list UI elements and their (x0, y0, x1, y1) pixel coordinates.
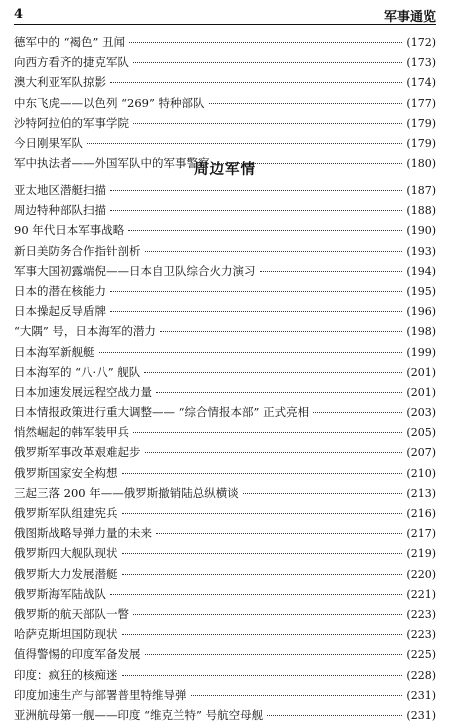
toc-leader-dots (145, 452, 403, 453)
toc-entry-title: 中东飞虎——以色列 “269” 特种部队 (14, 95, 205, 110)
toc-entry-page: (231) (406, 708, 436, 722)
toc-leader-dots (209, 103, 403, 104)
toc-entry (14, 52, 436, 72)
toc-entry-page: (201) (406, 385, 436, 399)
toc-leader-dots (110, 190, 402, 191)
toc-leader-dots (99, 352, 403, 353)
toc-entry-page: (180) (406, 157, 436, 171)
toc-entry-title: 新日美防务合作指针剖析 (14, 243, 141, 258)
toc-entry-title: 澳大利亚军队掠影 (14, 75, 106, 90)
toc-list-top (14, 32, 436, 173)
toc-entry-title: 向西方看齐的捷克军队 (14, 55, 129, 70)
toc-list-bottom (14, 180, 436, 725)
toc-entry-title: 哈萨克斯坦国防现状 (14, 627, 118, 642)
toc-entry-title: 90 年代日本军事战略 (14, 223, 125, 238)
toc-entry-title: 日本海军新舰艇 (14, 344, 95, 359)
toc-leader-dots (145, 654, 403, 655)
toc-entry-title: 悄然崛起的韩军装甲兵 (14, 425, 129, 440)
toc-leader-dots (122, 675, 403, 676)
book-title: 军事通览 (383, 10, 436, 25)
toc-entry (14, 72, 436, 92)
toc-entry (14, 281, 436, 301)
toc-entry-title: 军事大国初露端倪——日本自卫队综合火力演习 (14, 263, 256, 278)
toc-entry (14, 463, 436, 483)
toc-entry (14, 321, 436, 341)
toc-entry-page: (179) (406, 136, 436, 150)
toc-entry (14, 261, 436, 281)
toc-entry-page: (228) (406, 668, 436, 682)
toc-entry-page: (210) (406, 466, 436, 480)
toc-entry-page: (231) (406, 688, 436, 702)
toc-leader-dots (110, 594, 402, 595)
toc-entry-page: (195) (406, 284, 436, 298)
toc-entry-page: (220) (406, 567, 436, 581)
toc-entry-page: (177) (406, 96, 436, 110)
toc-leader-dots (110, 210, 402, 211)
toc-entry (14, 503, 436, 523)
toc-leader-dots (144, 372, 402, 373)
toc-entry (14, 644, 436, 664)
toc-entry-title: 俄罗斯军事改革艰难起步 (14, 445, 141, 460)
page-number: 4 (14, 7, 24, 22)
toc-entry (14, 220, 436, 240)
toc-entry-title: 沙特阿拉伯的军事学院 (14, 115, 129, 130)
toc-entry (14, 180, 436, 200)
toc-entry-title: 日本情报政策进行重大调整—— “综合情报本部” 正式亮相 (14, 405, 310, 420)
toc-entry-page: (198) (406, 325, 436, 339)
toc-entry-title: 周边特种部队扫描 (14, 203, 106, 218)
toc-entry-page: (216) (406, 507, 436, 520)
toc-entry (14, 604, 436, 624)
toc-leader-dots (243, 493, 403, 494)
toc-leader-dots (128, 230, 402, 231)
toc-entry-title: 日本加速发展远程空战力量 (14, 384, 152, 399)
toc-entry-title: 三起三落 200 年——俄罗斯撤销陆总纵横谈 (14, 485, 239, 500)
toc-entry (14, 584, 436, 604)
toc-entry (14, 133, 436, 153)
toc-entry (14, 402, 436, 422)
toc-entry-page: (213) (406, 486, 436, 500)
toc-entry-title: 印度加速生产与部署普里特维导弹 (14, 687, 187, 702)
toc-entry-title: 今日刚果军队 (14, 135, 83, 150)
toc-entry-title: 印度：疯狂的核痴迷 (14, 667, 118, 682)
toc-entry (14, 113, 436, 133)
toc-entry-page: (205) (406, 426, 436, 440)
toc-entry (14, 442, 436, 462)
toc-leader-dots (122, 513, 403, 514)
toc-entry-title: 俄罗斯的航天部队一瞥 (14, 606, 129, 621)
toc-entry (14, 705, 436, 725)
toc-leader-dots (156, 533, 402, 534)
toc-entry-title: 俄罗斯海军陆战队 (14, 586, 106, 601)
toc-leader-dots (122, 473, 403, 474)
toc-entry-title: 日本海军的 “八·八” 舰队 (14, 364, 141, 379)
toc-leader-dots (133, 614, 402, 615)
toc-entry-page: (196) (406, 305, 436, 319)
toc-entry-page: (187) (406, 184, 436, 197)
toc-leader-dots (87, 143, 402, 144)
toc-entry-page: (199) (406, 345, 436, 359)
toc-entry-page: (223) (406, 607, 436, 621)
toc-entry-page: (194) (406, 264, 436, 278)
toc-entry-title: 亚太地区潜艇扫描 (14, 183, 106, 197)
toc-entry-title: 德军中的 “褐色” 丑闻 (14, 35, 126, 49)
toc-entry-page: (173) (406, 56, 436, 70)
toc-leader-dots (129, 42, 402, 43)
toc-leader-dots (133, 62, 402, 63)
section-heading: 周边军情 (194, 161, 256, 178)
toc-entry-page: (190) (406, 224, 436, 238)
toc-leader-dots (267, 715, 402, 716)
toc-entry (14, 241, 436, 261)
toc-leader-dots (145, 251, 403, 252)
toc-entry-page: (201) (406, 365, 436, 379)
toc-leader-dots (260, 271, 403, 272)
page-header (14, 6, 436, 25)
toc-entry-title: 俄罗斯大力发展潜艇 (14, 566, 118, 581)
toc-entry (14, 93, 436, 113)
toc-entry (14, 32, 436, 52)
toc-entry-title: 军中执法者——外国军队中的军事警察 (14, 156, 210, 171)
toc-entry (14, 342, 436, 362)
toc-leader-dots (122, 553, 403, 554)
toc-entry-page: (221) (406, 587, 436, 601)
toc-entry-page: (217) (406, 527, 436, 541)
toc-leader-dots (313, 412, 402, 413)
toc-leader-dots (122, 574, 403, 575)
toc-leader-dots (160, 331, 402, 332)
toc-entry-page: (193) (406, 244, 436, 258)
toc-entry (14, 685, 436, 705)
toc-entry-page: (172) (406, 36, 436, 49)
toc-entry (14, 422, 436, 442)
toc-entry-page: (174) (406, 76, 436, 90)
toc-leader-dots (133, 432, 402, 433)
toc-entry (14, 543, 436, 563)
toc-entry-page: (188) (406, 204, 436, 218)
toc-leader-dots (133, 123, 402, 124)
toc-entry-page: (207) (406, 446, 436, 460)
toc-leader-dots (110, 291, 402, 292)
toc-entry-title: 俄罗斯军队组建宪兵 (14, 506, 118, 520)
toc-entry-title: 值得警惕的印度军备发展 (14, 647, 141, 662)
toc-entry-title: 日本的潜在核能力 (14, 283, 106, 298)
toc-entry-title: “大隅” 号，日本海军的潜力 (14, 324, 156, 339)
toc-entry-title: 俄图斯战略导弹力量的未来 (14, 526, 152, 541)
toc-entry-page: (223) (406, 628, 436, 642)
toc-entry (14, 483, 436, 503)
toc-entry (14, 665, 436, 685)
toc-entry-page: (179) (406, 116, 436, 130)
toc-entry (14, 624, 436, 644)
toc-leader-dots (110, 82, 402, 83)
toc-leader-dots (122, 634, 403, 635)
toc-leader-dots (156, 392, 402, 393)
toc-entry (14, 362, 436, 382)
toc-entry (14, 200, 436, 220)
toc-entry-title: 日本操起反导盾牌 (14, 304, 106, 319)
toc-entry (14, 301, 436, 321)
toc-entry-title: 俄罗斯国家安全构想 (14, 465, 118, 480)
toc-entry-page: (203) (406, 406, 436, 420)
toc-entry (14, 523, 436, 543)
toc-entry-page: (225) (406, 648, 436, 662)
toc-leader-dots (191, 695, 403, 696)
toc-entry (14, 564, 436, 584)
toc-entry-title: 亚洲航母第一舰——印度 “维克兰特” 号航空母舰 (14, 707, 264, 722)
toc-entry-page: (219) (406, 547, 436, 561)
toc-leader-dots (110, 311, 402, 312)
toc-entry (14, 382, 436, 402)
toc-entry-title: 俄罗斯四大舰队现状 (14, 546, 118, 561)
